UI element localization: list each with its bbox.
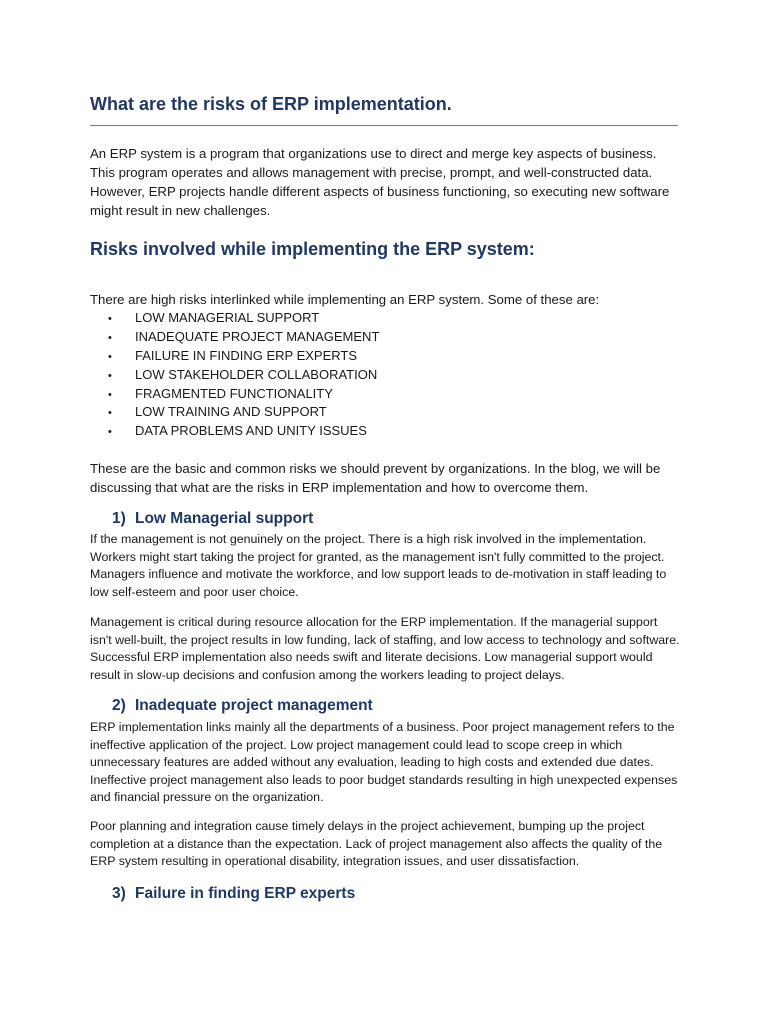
section-number: 2): [112, 697, 126, 714]
list-item: [108, 328, 379, 347]
section-title: Low Managerial support: [135, 510, 314, 527]
list-item-text: FRAGMENTED FUNCTIONALITY: [135, 385, 333, 401]
section-title: Failure in finding ERP experts: [135, 885, 356, 902]
bullet-icon: •: [108, 407, 112, 420]
list-item-text: FAILURE IN FINDING ERP EXPERTS: [135, 347, 358, 363]
list-item-text: LOW STAKEHOLDER COLLABORATION: [135, 366, 378, 382]
list-item: [108, 309, 379, 328]
list-item: [108, 347, 379, 366]
list-item-text: INADEQUATE PROJECT MANAGEMENT: [135, 328, 380, 344]
section-paragraph: Management is critical during resource allocation for the ERP implementation. If the managerial support isn't well-built, the project results in low funding, lack of staffing, and low access to technology and software. Successful ERP implementation also needs swift and literate decisions. Low managerial support would result in slow-up decisions and confusion among the workers leading to project delays.: [90, 615, 680, 682]
section-heading: [112, 885, 355, 903]
title-underline: [90, 125, 678, 126]
summary-paragraph: These are the basic and common risks we should prevent by organizations. In the blog, we will be discussing that what are the risks in ERP implementation and how to overcome them.: [90, 461, 661, 495]
risks-intro: There are high risks interlinked while implementing an ERP system. Some of these are:: [90, 292, 600, 307]
intro-paragraph: An ERP system is a program that organizations use to direct and merge key aspects of business. This program operates and allows management with precise, prompt, and well-constructed data. However, ERP projects handle different aspects of business functioning, so executing new software might result in new challenges.: [90, 146, 670, 218]
section-number: 1): [112, 510, 126, 527]
section-number: 3): [112, 885, 126, 902]
section-title: Inadequate project management: [135, 697, 373, 714]
bullet-icon: •: [108, 313, 112, 325]
list-item: [108, 422, 379, 441]
section-paragraph: Poor planning and integration cause timely delays in the project achievement, bumping up the project completion at a distance than the expectation. Lack of project management also affects the quality of the ERP system resulting in operational disability, integration issues, and user dissatisfaction.: [90, 819, 663, 868]
section-heading: [112, 697, 373, 715]
bullet-icon: •: [108, 369, 112, 382]
list-item-text: LOW MANAGERIAL SUPPORT: [135, 310, 320, 325]
bullet-icon: •: [108, 350, 112, 363]
list-item: [108, 403, 379, 422]
bullet-icon: •: [108, 388, 112, 401]
risks-heading: Risks involved while implementing the ERP system:: [90, 239, 535, 259]
section-paragraph: ERP implementation links mainly all the departments of a business. Poor project management refers to the ineffective application of the project. Low project management could lead to scope creep in which unnecessary features are added without any evaluation, leading to high costs and extended due dates. Ineffective project management also leads to poor budget standards resulting in high unexpected expenses and financial pressure on the organization.: [90, 720, 678, 804]
list-item: [108, 366, 379, 385]
bullet-icon: •: [108, 331, 112, 344]
list-item-text: DATA PROBLEMS AND UNITY ISSUES: [135, 423, 367, 439]
list-item: [108, 385, 379, 404]
bullet-icon: •: [108, 426, 112, 439]
section-heading: [112, 510, 313, 528]
document-title: What are the risks of ERP implementation.: [90, 94, 452, 114]
list-item-text: LOW TRAINING AND SUPPORT: [135, 404, 327, 420]
section-paragraph: If the management is not genuinely on the project. There is a high risk involved in the implementation. Workers might start taking the project for granted, as the management isn't fully committed to the project. Managers influence and motivate the workforce, and low support leads to de-motivation in staff leading to low self-esteem and poor user choice.: [90, 532, 667, 599]
risks-list: [108, 309, 379, 441]
